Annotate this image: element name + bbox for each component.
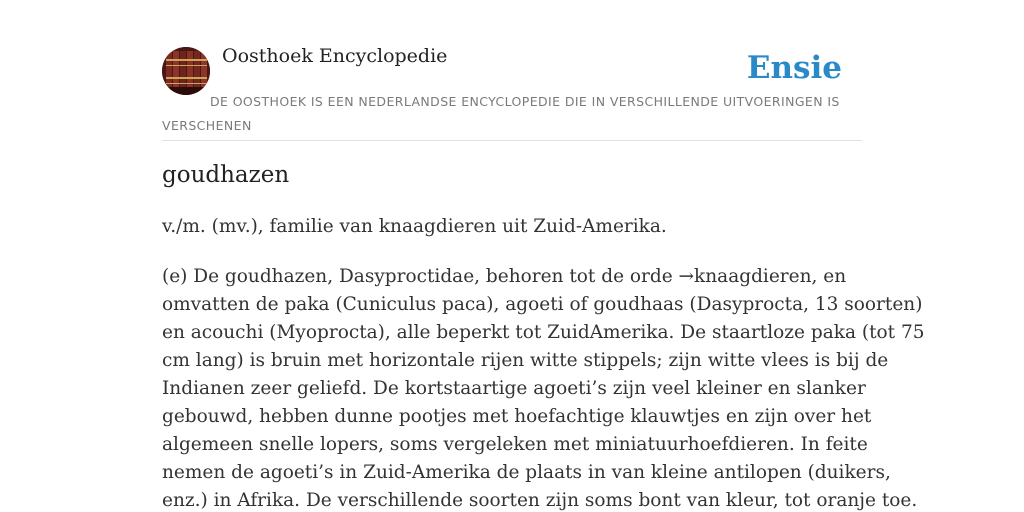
article-headword: goudhazen <box>162 162 290 188</box>
body-line: (e) De goudhazen, Dasyproctidae, behoren tot de orde →knaagdieren, en <box>162 266 847 287</box>
books-icon <box>162 47 210 95</box>
body-line: nemen de agoeti’s in Zuid-Amerika de plaats in van kleine antilopen (duikers, <box>162 462 891 483</box>
ensie-logo-link[interactable]: Ensie <box>746 50 842 86</box>
content-container <box>162 0 925 511</box>
article-body <box>162 263 925 512</box>
body-line: enz.) in Afrika. De verschillende soorten zijn soms bont van kleur, tot oranje toe. <box>162 490 918 511</box>
body-line: gebouwd, hebben dunne pootjes met hoefachtige klauwtjes en zijn over het <box>162 406 872 427</box>
body-line: en acouchi (Myoprocta), alle beperkt tot ZuidAmerika. De staartloze paka (tot 75 <box>162 322 925 343</box>
body-line: cm lang) is bruin met horizontale rijen witte stippels; zijn witte vlees is bij de <box>162 350 889 371</box>
site-header <box>162 0 862 141</box>
body-line: Indianen zeer geliefd. De kortstaartige agoeti’s zijn veel kleiner en slanker <box>162 378 866 399</box>
body-line: omvatten de paka (Cuniculus paca), agoeti of goudhaas (Dasyprocta, 13 soorten) <box>162 294 923 315</box>
site-tagline: DE OOSTHOEK IS EEN NEDERLANDSE ENCYCLOPEDIE DIE IN VERSCHILLENDE UITVOERINGEN IS VERSCHENEN <box>162 94 840 133</box>
encyclopedia-books-avatar[interactable] <box>162 47 210 95</box>
article-definition: v./m. (mv.), familie van knaagdieren uit Zuid-Amerika. <box>162 216 667 237</box>
body-line: algemeen snelle lopers, soms vergeleken met miniatuurhoefdieren. In feite <box>162 434 868 455</box>
site-title-link[interactable]: Oosthoek Encyclopedie <box>222 45 448 67</box>
